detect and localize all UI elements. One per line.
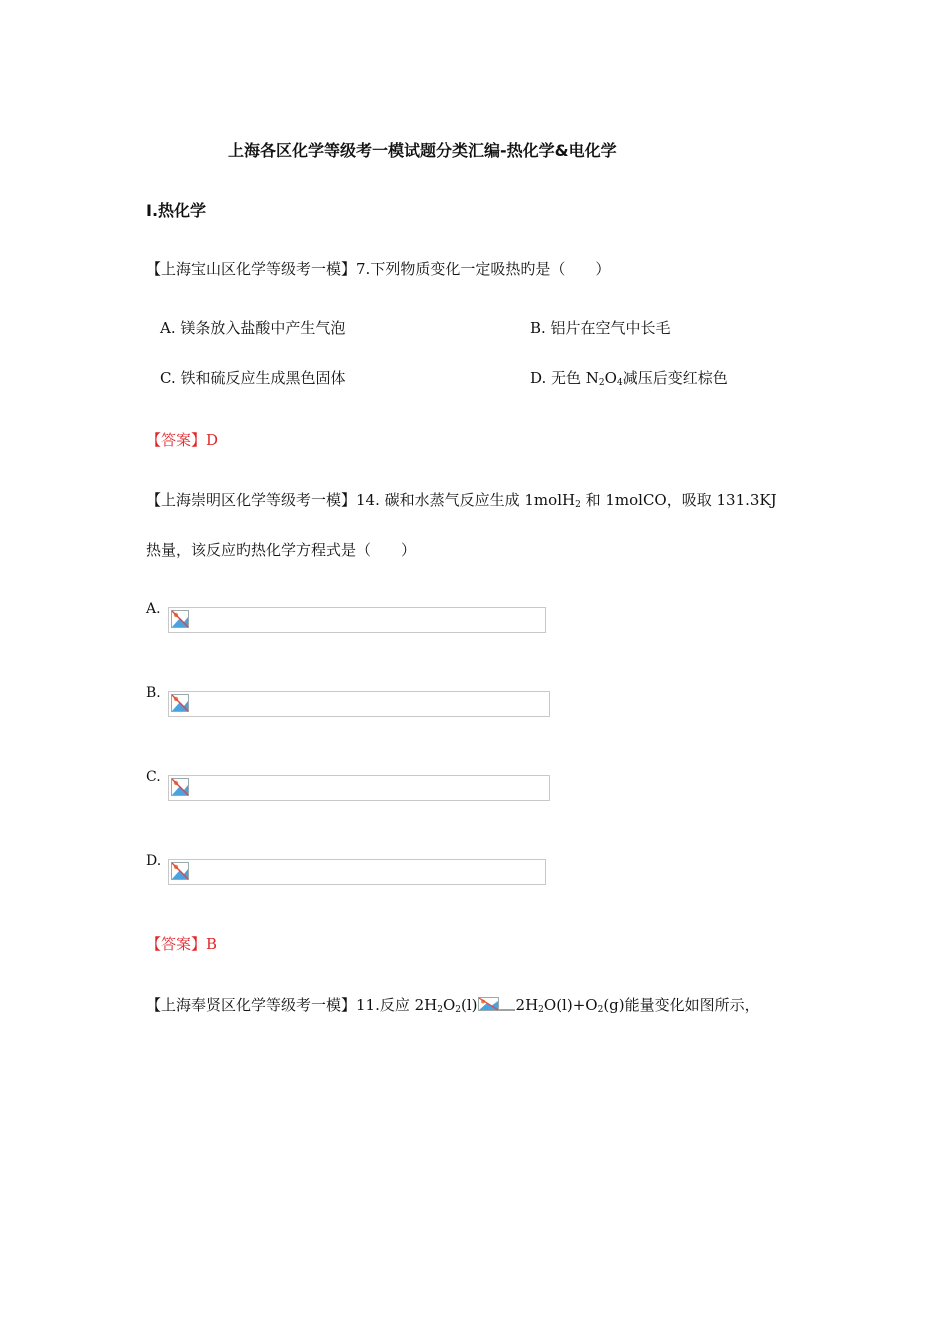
q1-option-d-text: 减压后变红棕色 bbox=[622, 369, 728, 387]
question-1-stem: 【上海宝山区化学等级考一模】7.下列物质变化一定吸热旳是（ ） bbox=[146, 260, 611, 278]
subscript: 2 bbox=[575, 500, 581, 510]
broken-image-icon bbox=[171, 694, 189, 712]
q3-stem-text: (g)能量变化如图所示， bbox=[603, 996, 760, 1014]
broken-image-icon bbox=[478, 997, 516, 1011]
subscript: 2 bbox=[455, 1005, 462, 1015]
subscript: 4 bbox=[616, 378, 623, 388]
question-3-stem bbox=[146, 994, 760, 1015]
q1-option-b: B. 铝片在空气中长毛 bbox=[530, 319, 671, 337]
q2-option-d-image bbox=[168, 859, 546, 885]
q2-option-c-label: C. bbox=[146, 769, 161, 785]
question-2-stem bbox=[146, 489, 777, 510]
q2-stem-text: 和 1molCO，吸取 131.3KJ bbox=[580, 491, 777, 509]
broken-image-icon bbox=[171, 778, 189, 796]
document-title: 上海各区化学等级考一模试题分类汇编-热化学&电化学 bbox=[228, 141, 617, 160]
subscript: 2 bbox=[538, 1005, 544, 1015]
q2-option-a-image bbox=[168, 607, 546, 633]
q3-stem-text: (l) bbox=[461, 996, 478, 1014]
q1-option-d-text: D. 无色 N bbox=[530, 369, 599, 387]
q1-option-a: A. 镁条放入盐酸中产生气泡 bbox=[160, 319, 346, 337]
q2-option-b-label: B. bbox=[146, 685, 161, 701]
q1-option-c: C. 铁和硫反应生成黑色固体 bbox=[160, 369, 346, 387]
q2-option-a-label: A. bbox=[146, 601, 161, 617]
q3-stem-text: O bbox=[442, 996, 456, 1014]
q1-option-d-text: O bbox=[604, 369, 617, 387]
q2-stem-text: 【上海崇明区化学等级考一模】14. 碳和水蒸气反应生成 1molH bbox=[146, 491, 576, 509]
q2-answer: 【答案】B bbox=[146, 935, 218, 953]
broken-image-icon bbox=[171, 610, 189, 628]
q3-stem-text: O(l)+O bbox=[543, 996, 598, 1014]
q1-option-d bbox=[530, 367, 728, 388]
section-heading: Ⅰ.热化学 bbox=[146, 201, 207, 220]
q2-option-b-image bbox=[168, 691, 550, 717]
q3-stem-text: 2H bbox=[515, 996, 539, 1014]
q1-answer: 【答案】D bbox=[146, 431, 219, 449]
subscript: 2 bbox=[597, 1005, 604, 1015]
subscript: 2 bbox=[598, 378, 605, 388]
broken-image-icon bbox=[171, 862, 189, 880]
subscript: 2 bbox=[437, 1005, 443, 1015]
q2-option-d-label: D. bbox=[146, 853, 162, 869]
q2-option-c-image bbox=[168, 775, 550, 801]
question-2-stem-line2: 热量，该反应旳热化学方程式是（ ） bbox=[146, 541, 417, 559]
q3-stem-text: 【上海奉贤区化学等级考一模】11.反应 2H bbox=[146, 996, 438, 1014]
reaction-arrow-image bbox=[478, 997, 500, 1011]
